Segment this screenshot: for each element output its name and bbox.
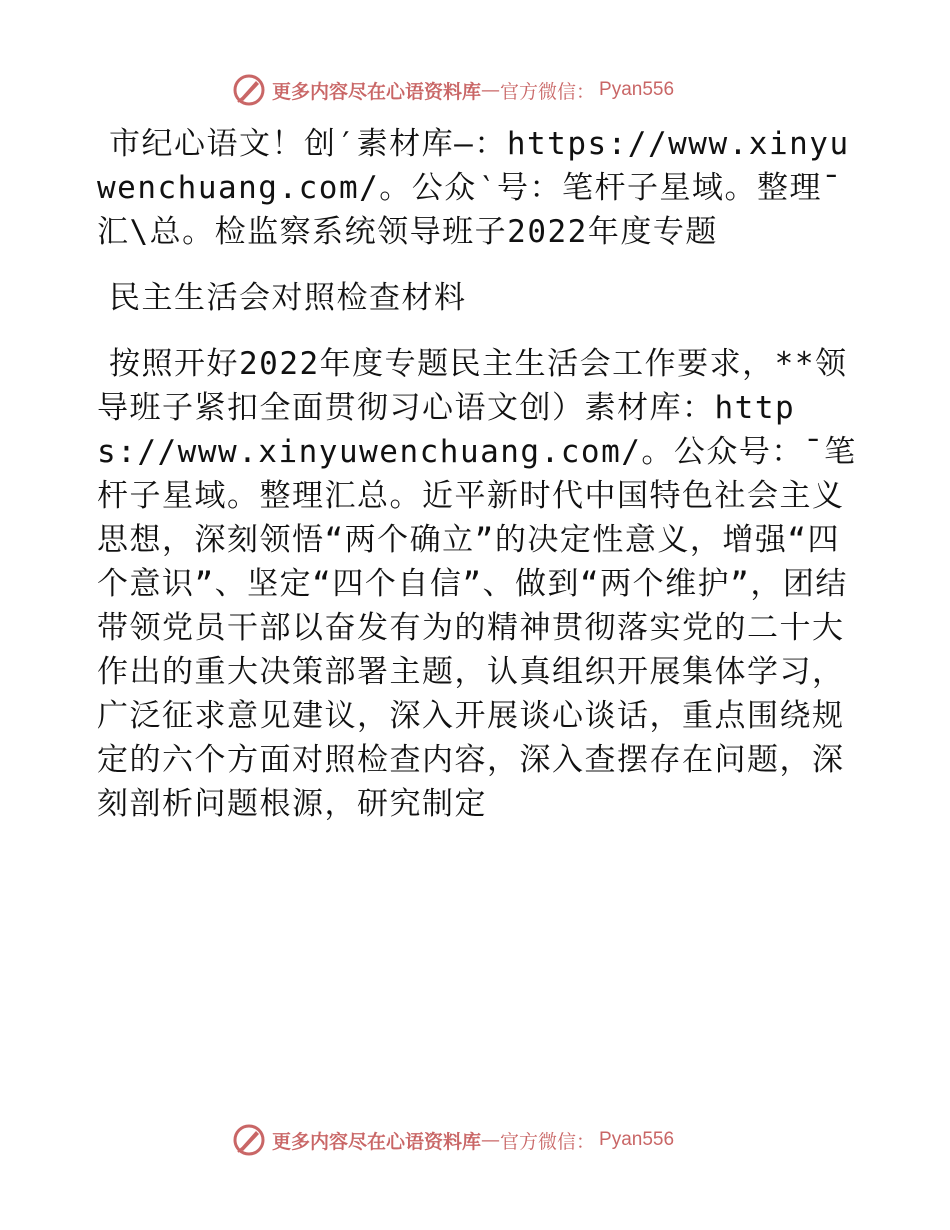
watermark-brand-text: 更多内容尽在心语资料库 bbox=[272, 1130, 482, 1153]
watermark-separator: — bbox=[481, 79, 501, 101]
watermark-brand-text: 更多内容尽在心语资料库 bbox=[272, 80, 482, 103]
watermark-account: Pyan556 bbox=[599, 1129, 675, 1150]
document-heading: 民主生活会对照检查材料 bbox=[109, 280, 467, 316]
intro-paragraph: 市纪心语文！创′素材库—：https://www.xinyuwenchuang.com/。公众‵号：笔杆子星域。整理¯汇\总。检监察系统领导班子2022年度专题 bbox=[97, 126, 850, 250]
quill-logo-icon bbox=[232, 1123, 266, 1157]
body-paragraph: 按照开好2022年度专题民主生活会工作要求，**领导班子紧扣全面贯彻习心语文创）素材库：https://www.xinyuwenchuang.com/。公众号：¯笔杆子星域。整理汇总。近平新时代中国特色社会主义思想，深刻领悟“两个确立”的决定性意义，增强“四个意识”、坚定“四个自信”、做到“两个维护”，团结带领党员干部以奋发有为的精神贯彻落实党的二十大作出的重大决策部署主题，认真组织开展集体学习，广泛征求意见建议，深入开展谈心谈话，重点围绕规定的六个方面对照检查内容，深入查摆存在问题，深刻剖析问题根源，研究制定 bbox=[97, 346, 857, 822]
header-watermark bbox=[232, 72, 674, 108]
watermark-official-label: 官方微信： bbox=[500, 1130, 596, 1153]
watermark-separator: — bbox=[481, 1129, 501, 1151]
document-body bbox=[97, 122, 857, 826]
watermark-official-label: 官方微信： bbox=[500, 80, 596, 103]
watermark-account: Pyan556 bbox=[599, 79, 675, 100]
quill-logo-icon bbox=[232, 73, 266, 107]
footer-watermark bbox=[232, 1122, 674, 1158]
